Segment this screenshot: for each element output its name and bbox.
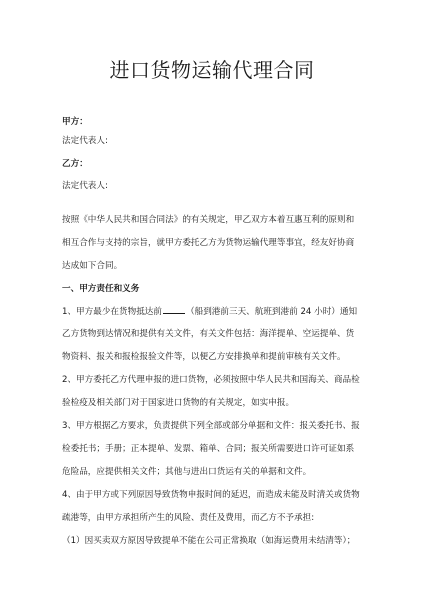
- clause-line: 危险品，应提供相关文件；其他与进出口货运有关的单据和文件。: [62, 467, 312, 477]
- section-heading: 一、甲方责任和义务: [62, 284, 140, 294]
- intro-line: 达成如下合同。: [62, 261, 123, 271]
- clause-line: 疏港等，由甲方承担所产生的风险、责任及费用，而乙方不予承担:: [62, 513, 315, 523]
- clause-text: （船到港前三天、航班到港前 24 小时）通知: [186, 307, 358, 317]
- clause-list-item: （1）因买卖双方原因导致提单不能在公司正常换取（如海运费用未结清等）；: [62, 536, 356, 546]
- clause-line: 乙方货物到达情况和提供有关文件，有关文件包括：海洋提单、空运提单、货: [62, 329, 355, 339]
- party-b-representative: 法定代表人:: [62, 181, 108, 191]
- clause-line: 验检疫及相关部门对于国家进口货物的有关规定，如实申报。: [62, 398, 295, 408]
- clause-line: 物资料、报关和报检报验文件等，以便乙方安排换单和提前审核有关文件。: [62, 352, 346, 362]
- clause-1-first-line: [62, 305, 382, 318]
- intro-line: 按照《中华人民共和国合同法》的有关规定，甲乙双方本着互惠互利的原则和: [62, 215, 355, 225]
- clause-text: 1、甲方最少在货物抵达前: [62, 307, 162, 317]
- blank-fill-line: [163, 305, 185, 314]
- party-a-label: 甲方：: [62, 117, 88, 127]
- party-a-representative: 法定代表人:: [62, 136, 108, 146]
- clause-line: 3、甲方根据乙方要求，负责提供下列全部或部分单据和文件：报关委托书、报: [62, 421, 360, 431]
- party-b-label: 乙方：: [62, 159, 88, 169]
- document-title: 进口货物运输代理合同: [109, 58, 315, 82]
- clause-line: 4、由于甲方或下列原因导致货物申报时间的延迟，而造成未能及时清关或货物: [62, 490, 360, 500]
- intro-line: 相互合作与支持的宗旨，就甲方委托乙方为货物运输代理等事宜，经友好协商: [62, 238, 355, 248]
- clause-line: 2、甲方委托乙方代理申报的进口货物，必须按照中华人民共和国海关、商品检: [62, 375, 360, 385]
- clause-line: 检委托书；手册；正本提单、发票、箱单、合同；报关所需要进口许可证如系: [62, 444, 355, 454]
